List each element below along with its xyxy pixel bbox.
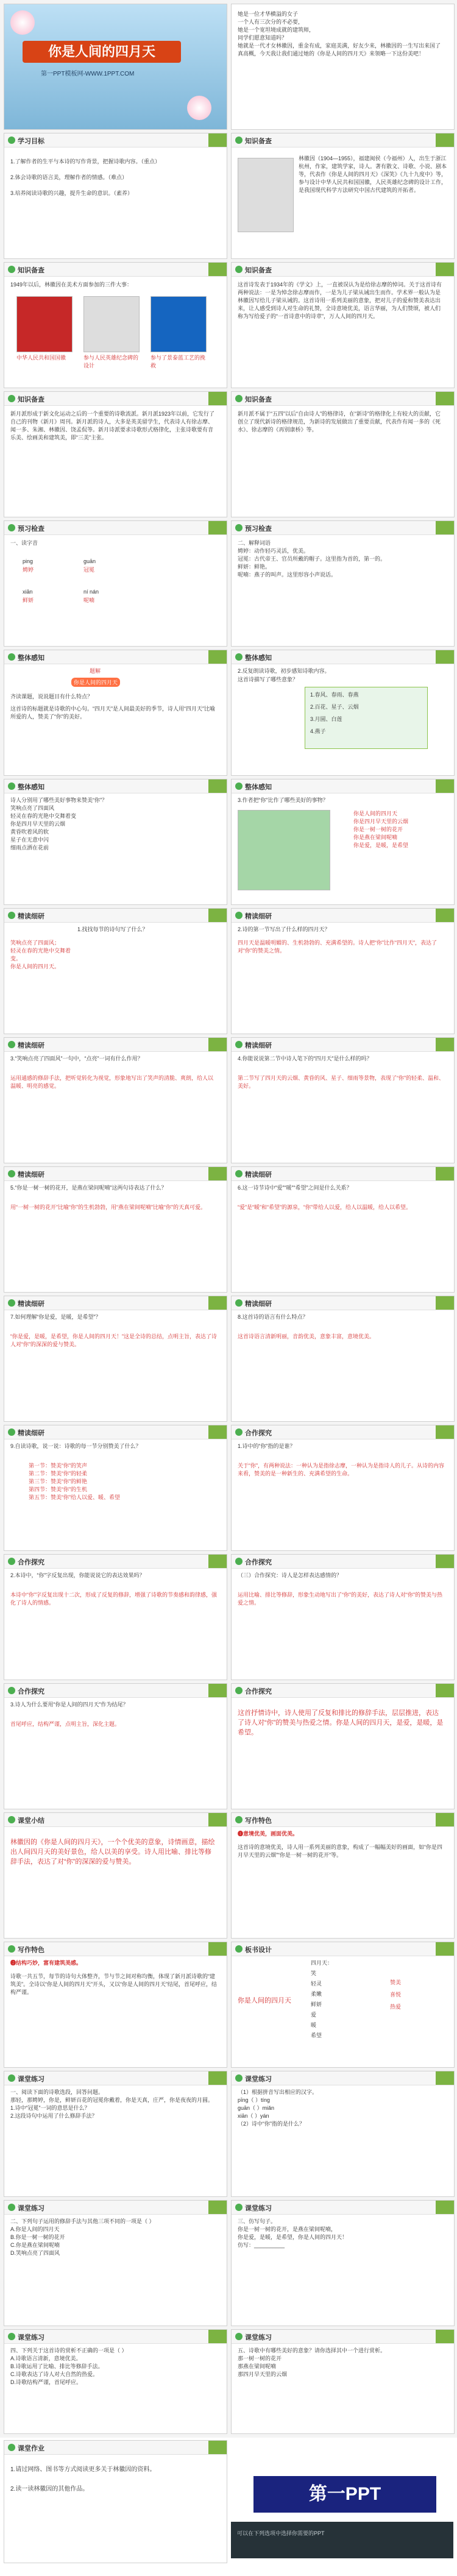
header-accent bbox=[208, 650, 227, 664]
slide-header: 精读细研 bbox=[232, 1167, 454, 1181]
header-accent bbox=[436, 1425, 454, 1439]
slide-header: 精读细研 bbox=[4, 909, 227, 923]
header-accent bbox=[208, 1942, 227, 1956]
header-accent bbox=[208, 1425, 227, 1439]
slide-header: 写作特色 bbox=[232, 1813, 454, 1827]
slide-overview-3[interactable] bbox=[4, 779, 227, 905]
author-portrait bbox=[238, 158, 294, 232]
slide-cover[interactable] bbox=[4, 4, 227, 130]
header-accent bbox=[436, 1296, 454, 1310]
header-accent bbox=[436, 1555, 454, 1568]
section-icon bbox=[8, 653, 15, 661]
section-icon bbox=[8, 1816, 15, 1823]
slide-text: 三、仿写句子。 你是一树一树的花开，是燕在梁间呢喃， 你是爱，是暖，是希望，你是人间的四月天！ 仿写：__________ bbox=[238, 2218, 348, 2248]
cloisonne-image bbox=[151, 296, 207, 352]
slide-reading-5[interactable]: 精读细研 5.“你是一树一树的花开，是燕在梁间呢喃”这两句诗表达了什么？ 用“一树一树的花开”比喻“你”的生机勃勃，用“燕在梁间呢喃”比喻“你”的天真可爱。 bbox=[4, 1166, 227, 1293]
slide-header: 合作探究 bbox=[232, 1684, 454, 1698]
slide-text: 诗人分别用了哪些美好事物来赞美“你”？ 笑响点亮了四面风 轻灵在春的光艳中交舞着变 你是四月早天里的云烟 黄昏吹着风的软 星子在无意中闪 细雨点洒在花前 bbox=[10, 797, 107, 851]
slide-writing-2[interactable]: 写作特色 ❷结构巧妙，富有建筑美感。 诗歌一共五节，每节的诗句大体整齐，节与节之间对称均衡，体现了新月派诗歌的“建筑美”。全诗以“你是人间的四月天”开头，又以“你是人间的四月天”结尾，首尾呼应，结构严谨。 bbox=[4, 1942, 227, 2068]
slide-text: 她是一位才华横溢的女子 一个人有三次分的不必要， 她是一个宽坦境成就的建筑师， 同学们愿意知道吗？ 她就是一代才女林徽因，重金有成，家庭美满，好友少来，林徽因的一生写出来国了真高概，今天我让我们通过她的《你是人间的四月天》来领略一下这份美吧！ bbox=[238, 11, 441, 57]
slide-knowledge-2[interactable] bbox=[231, 262, 455, 388]
header-accent bbox=[208, 1038, 227, 1051]
title-pill: 你是人间的四月天 bbox=[71, 678, 120, 687]
section-icon bbox=[235, 782, 243, 790]
slide-header: 精读细研 bbox=[4, 1296, 227, 1310]
section-icon bbox=[235, 266, 243, 273]
slide-cooperate-2[interactable]: 合作探究 2.本诗中，“你”字反复出现，你能说说它的表达效果吗？ 本诗中“你”字反复出现十二次，形成了反复的修辞，增强了诗歌的节奏感和韵律感，强化了诗人的情感。 bbox=[4, 1554, 227, 1680]
slide-header: 知识备查 bbox=[232, 392, 454, 406]
slide-reading-9[interactable]: 精读细研 9.自读诗歌，说一说：诗歌的每一节分别赞美了什么？ 第一节：赞美“你”的笑声 第二节：赞美“你”的轻柔 第三节：赞美“你”的鲜艳 第四节：赞美“你”的生机 第五节：赞美“你”给人以爱、暖、希望 bbox=[4, 1425, 227, 1551]
slide-text: （1）根据拼音写出相应的汉字。 pīng（ ）tíng guān（ ）miǎn xiān（ ）yán （2）诗中“你”指的是什么？ bbox=[238, 2089, 318, 2127]
slide-header: 学习目标 bbox=[4, 133, 227, 147]
slide-preview-1[interactable]: 预习检查 一、读字音 ping 娉婷 guān 冠冕 xiān 鲜妍 ní nán 呢喃 bbox=[4, 520, 227, 647]
slide-header: 板书设计 bbox=[232, 1942, 454, 1956]
slide-text: 这首诗发表于1934年的《学文》上，一直被误认为是给徐志摩的悼词。关于这首诗有两种说法：一是为悼念徐志摩而作，一是为儿子梁从诫出生而作。学术界一般认为是林徽因写给儿子梁从诫的。这首诗用一系列美丽的意象，把对儿子的爱和赞美表达出来，让人感受到诗人对生命的礼赞，全诗意境优美，语言华丽，为人们赞颂，被人们称为写给爱子的“一首诗意中的诗章”，万人人间的四月天。 bbox=[238, 282, 442, 319]
slide-text: 新月派形成于新文化运动之后的一个重要的诗歌流派。新月派1923年以前，它发行了自己的刊物《新月》周刊。新月派的诗人，大多是英美留学生，代表诗人有徐志摩、闻一多、朱湘、林徽因、饶孟侃等。新月诗派要求诗歌形式格律化，主张诗歌要有音乐美、绘画美和建筑美，即“三美”主张。 bbox=[10, 411, 215, 441]
slide-header: 知识备查 bbox=[232, 133, 454, 147]
slide-cooperate-4[interactable]: 合作探究 3.诗人为什么要用“你是人间的四月天”作为结尾？ 首尾呼应，结构严谨，点明主旨，深化主题。 bbox=[4, 1683, 227, 1809]
header-accent bbox=[208, 1813, 227, 1826]
slide-header: 精读细研 bbox=[4, 1167, 227, 1181]
section-icon bbox=[235, 2074, 243, 2082]
section-icon bbox=[8, 1299, 15, 1307]
header-accent bbox=[208, 2330, 227, 2343]
slide-reading-1[interactable]: 精读细研 1.找找每节的诗句写了什么？ 笑响点亮了四面风； 轻灵在春的光艳中交舞着变。 你是人间的四月天。 bbox=[4, 908, 227, 1034]
slide-cooperate-5[interactable]: 合作探究 这首抒情诗中，诗人使用了反复和排比的修辞手法，层层推进，表达了诗人对“你”的赞美与热爱之情。你是人间的四月天，是爱，是暖，是希望。 bbox=[231, 1683, 455, 1809]
slide-header: 精读细研 bbox=[4, 1038, 227, 1052]
header-accent bbox=[436, 2071, 454, 2085]
section-icon bbox=[235, 1687, 243, 1694]
slide-header: 合作探究 bbox=[232, 1555, 454, 1569]
slide-board[interactable]: 板书设计 你是人间的四月天 四月天： 笑 轻灵 柔嫩 鲜妍 爱 暖 希望 赞美 喜悦 热爱 bbox=[231, 1942, 455, 2068]
slide-overview-4[interactable]: 整体感知 3.作者把“你”比作了哪些美好的事物？ 你是人间的四月天 你是四月早天里的云烟 你是一树一树的花开 你是燕在梁间呢喃 你是爱，是暖，是希望 bbox=[231, 779, 455, 905]
slide-header: 整体感知 bbox=[4, 779, 227, 793]
slide-reading-3[interactable]: 精读细研 3.“笑响点亮了四面风”一句中，“点亮”一词有什么作用？ 运用通感的修辞手法，把听觉转化为视觉，形象地写出了笑声的清脆、爽朗，给人以温暖、明亮的感觉。 bbox=[4, 1037, 227, 1163]
header-accent bbox=[208, 779, 227, 793]
slide-header: 整体感知 bbox=[232, 779, 454, 793]
slide-header: 合作探究 bbox=[4, 1684, 227, 1698]
slide-text: 林徽因（1904—1955），福建闽侯（今福州）人，出生于浙江杭州，作家，建筑学家，诗人。著有散文、诗歌、小说、剧本等，代表作《你是人间的四月天》《深笑》《九十九度中》等，参与设计中华人民共和国国徽，人民英雄纪念碑的设计工作，是我国现代科学方法研究中国古代建筑的开拓者。 bbox=[299, 155, 447, 193]
slide-text: 二、解释词语 娉婷：动作轻巧灵活，优美。 冠冕：古代帝王、官员所戴的帽子。这里指为首的，第一的。 鲜妍：鲜艳。 呢喃：燕子的叫声。这里形容小声说话。 bbox=[238, 540, 386, 578]
brand-bar bbox=[231, 2522, 453, 2558]
sprout-image bbox=[238, 810, 330, 890]
slide-knowledge-4[interactable] bbox=[231, 391, 455, 517]
brand-bar-text: 可以在下列选项中选择你需要的PPT bbox=[237, 2530, 325, 2536]
slide-header: 合作探究 bbox=[4, 1555, 227, 1569]
section-icon bbox=[8, 2074, 15, 2082]
section-icon bbox=[8, 137, 15, 144]
section-icon bbox=[8, 782, 15, 790]
header-accent bbox=[436, 650, 454, 664]
blossom-decoration bbox=[10, 10, 35, 35]
slide-text: 1.了解作者的生平与本诗的写作背景，把握诗歌内容。（重点） 2.体会诗歌的语言美，理解作者的情感。（难点） 3.培养阅读诗歌的兴趣，提升生命的意识。（素养） bbox=[10, 158, 161, 196]
header-accent bbox=[208, 1555, 227, 1568]
header-accent bbox=[208, 263, 227, 276]
slide-header: 课堂小结 bbox=[4, 1813, 227, 1827]
section-icon bbox=[8, 1428, 15, 1436]
slide-preview-2[interactable] bbox=[231, 520, 455, 647]
slide-header: 预习检查 bbox=[232, 521, 454, 535]
section-icon bbox=[8, 2333, 15, 2340]
section-icon bbox=[235, 912, 243, 919]
slide-header: 写作特色 bbox=[4, 1942, 227, 1956]
slide-intro[interactable] bbox=[231, 4, 455, 130]
header-accent bbox=[436, 133, 454, 147]
header-accent bbox=[208, 2201, 227, 2214]
brand-logo[interactable]: 第一PPT bbox=[253, 2476, 436, 2513]
cover-title: 你是人间的四月天 bbox=[23, 41, 181, 63]
slide-text: 二、下列句子运用的修辞手法与其他三项不同的一项是（ ） A.你是人间的四月天 B.你是一树一树的花开 C.你是燕在梁间呢喃 D.笑响点亮了四面风 bbox=[10, 2218, 155, 2256]
section-icon bbox=[8, 1041, 15, 1048]
header-accent bbox=[208, 133, 227, 147]
section-icon bbox=[235, 524, 243, 531]
header-accent bbox=[436, 392, 454, 405]
section-icon bbox=[235, 653, 243, 661]
header-accent bbox=[436, 909, 454, 922]
slide-exercise-3[interactable] bbox=[4, 2200, 227, 2326]
header-accent bbox=[436, 2201, 454, 2214]
slide-header: 整体感知 bbox=[232, 650, 454, 664]
slide-exercise-5[interactable] bbox=[4, 2329, 227, 2434]
slide-knowledge-1[interactable]: 知识备查 1949年以后，林徽因在美术方面参加的三件大事： 中华人民共和国国徽 参与人民英雄纪念碑的设计 参与了景泰蓝工艺的挽救 bbox=[4, 262, 227, 388]
header-accent bbox=[208, 392, 227, 405]
cover-subtitle: 第一PPT模板网-WWW.1PPT.COM bbox=[41, 71, 135, 77]
section-icon bbox=[235, 2204, 243, 2211]
section-icon bbox=[235, 1299, 243, 1307]
section-icon bbox=[235, 137, 243, 144]
slide-header: 精读细研 bbox=[232, 909, 454, 923]
slide-author[interactable] bbox=[231, 133, 455, 259]
section-icon bbox=[8, 912, 15, 919]
section-icon bbox=[8, 2444, 15, 2451]
section-icon bbox=[8, 1170, 15, 1177]
slide-text: 1949年以后，林徽因在美术方面参加的三件大事： bbox=[10, 282, 133, 288]
slide-header: 课堂练习 bbox=[232, 2201, 454, 2215]
slide-reading-8[interactable]: 精读细研 8.这首诗的语言有什么特点？ 这首诗语言清新明丽，音韵优美，意象丰富，意境优美。 bbox=[231, 1296, 455, 1422]
header-accent bbox=[208, 1167, 227, 1180]
answer-box: 1.春风、春雨、春燕 2.百花、星子、云烟 3.月圆、白莲 4.燕子 bbox=[305, 687, 428, 749]
section-icon bbox=[8, 266, 15, 273]
slide-header: 课堂练习 bbox=[4, 2201, 227, 2215]
slide-header: 合作探究 bbox=[232, 1425, 454, 1439]
slide-goals[interactable] bbox=[4, 133, 227, 259]
slide-header: 知识备查 bbox=[4, 263, 227, 277]
slide-text: 四、下列关于这首诗的赏析不正确的一项是（ ） A.诗歌语言清新，意境优美。 B.诗歌运用了比喻、排比等修辞手法。 C.诗歌表达了诗人对大自然的热爱。 D.诗歌结构严谨，首尾呼应。 bbox=[10, 2347, 127, 2385]
slide-reading-4[interactable]: 精读细研 4.你能说说第二节中诗人笔下的“四月天”是什么样的吗？ 第二节写了四月天的云烟、黄昏的风、星子、细雨等景物，表现了“你”的轻柔、温和、美好。 bbox=[231, 1037, 455, 1163]
header-accent bbox=[436, 1942, 454, 1956]
slide-header: 知识备查 bbox=[232, 263, 454, 277]
header-accent bbox=[436, 1167, 454, 1180]
slide-header: 课堂作业 bbox=[4, 2441, 227, 2455]
slide-header: 精读细研 bbox=[232, 1296, 454, 1310]
section-icon bbox=[235, 1041, 243, 1048]
slide-header: 课堂练习 bbox=[232, 2330, 454, 2344]
section-icon bbox=[8, 524, 15, 531]
slide-knowledge-3[interactable] bbox=[4, 391, 227, 517]
emblem-image bbox=[16, 296, 73, 352]
header-accent bbox=[436, 1813, 454, 1826]
section-icon bbox=[8, 2204, 15, 2211]
slide-text: 1.请过网络、图书等方式阅读更多关于林徽因的资料。 2.读一读林徽因的其他作品。 bbox=[10, 2466, 156, 2493]
section-icon bbox=[235, 1945, 243, 1953]
slide-text: 五、诗歌中有哪些美好的意象？请你选择其中一个进行赏析。 那一树一树的花开 那燕在梁间呢喃 那四月早天里的云烟 bbox=[238, 2347, 386, 2377]
slide-header: 预习检查 bbox=[4, 521, 227, 535]
slide-exercise-1[interactable] bbox=[4, 2071, 227, 2197]
slide-cooperate-1[interactable]: 合作探究 1.诗中的“你”指的是谁？ 关于“你”，有两种说法：一种认为是指徐志摩，一种认为是指诗人的儿子。从诗的内容来看，赞美的是一种新生的、充满希望的生命。 bbox=[231, 1425, 455, 1551]
header-accent bbox=[436, 1038, 454, 1051]
header-accent bbox=[208, 1296, 227, 1310]
slide-header: 课堂练习 bbox=[4, 2071, 227, 2085]
slide-header: 课堂练习 bbox=[4, 2330, 227, 2344]
slide-exercise-2[interactable] bbox=[231, 2071, 455, 2197]
header-accent bbox=[208, 2071, 227, 2085]
slide-header: 精读细研 bbox=[4, 1425, 227, 1439]
slide-overview-2[interactable]: 整体感知 2.反复朗读诗歌，初步感知诗歌内容。 这首诗描写了哪些意象？ 1.春风、春雨、春燕 2.百花、星子、云烟 3.月圆、白莲 4.燕子 bbox=[231, 650, 455, 776]
slide-overview-1[interactable]: 整体感知 题解 你是人间的四月天 齐读课题，说说题目有什么特点？ 这首诗的标题就是诗歌的中心句。“四月天”是人间最美好的季节，诗人用“四月天”比喻所爱的人，赞美了“你”的美好。 bbox=[4, 650, 227, 776]
header-accent bbox=[436, 521, 454, 534]
slide-exercise-4[interactable] bbox=[231, 2200, 455, 2326]
header-accent bbox=[436, 779, 454, 793]
section-icon bbox=[235, 1170, 243, 1177]
slide-reading-6[interactable]: 精读细研 6.这一诗节诗中“爱”“暖”“希望”之间是什么关系？ “爱”是“暖”和“希望”的源泉，“你”带给人以爱，给人以温暖，给人以希望。 bbox=[231, 1166, 455, 1293]
section-icon bbox=[8, 395, 15, 402]
section-icon bbox=[235, 395, 243, 402]
slide-exercise-6[interactable] bbox=[231, 2329, 455, 2434]
slide-header: 知识备查 bbox=[4, 392, 227, 406]
header-accent bbox=[208, 909, 227, 922]
section-icon bbox=[235, 1816, 243, 1823]
section-icon bbox=[235, 2333, 243, 2340]
slide-header: 课堂练习 bbox=[232, 2071, 454, 2085]
header-accent bbox=[208, 1684, 227, 1697]
slide-summary[interactable]: 课堂小结 林徽因的《你是人间的四月天》，一个个优美的意象，诗情画意，描绘出人间四月天的美好景色，给人以美的享受。诗人用比喻、排比等修辞手法，表达了对“你”的深深的爱与赞美。 bbox=[4, 1812, 227, 1939]
slide-text: 一、阅读下面的诗歌选段，回答问题。 那轻，那娉婷，你是，鲜妍百花的冠冕你戴着，你是天真，庄严，你是夜夜的月圆。 1.诗中“冠冕”一词的意思是什么？ 2.这段诗句中运用了什么修辞手法？ bbox=[10, 2089, 214, 2119]
section-icon bbox=[8, 1558, 15, 1565]
blossom-decoration bbox=[187, 96, 211, 120]
section-icon bbox=[8, 1945, 15, 1953]
header-accent bbox=[208, 2441, 227, 2454]
slide-header: 整体感知 bbox=[4, 650, 227, 664]
section-icon bbox=[8, 1687, 15, 1694]
slide-reading-7[interactable]: 精读细研 7.如何理解“你是爱，是暖，是希望”？ “你是爱，是暖，是希望，你是人间的四月天！”这是全诗的总结，点明主旨，表达了诗人对“你”的深深的爱与赞美。 bbox=[4, 1296, 227, 1422]
header-accent bbox=[436, 263, 454, 276]
monument-image bbox=[83, 296, 140, 352]
section-icon bbox=[235, 1558, 243, 1565]
slide-text: 你是人间的四月天 你是四月早天里的云烟 你是一树一树的花开 你是燕在梁间呢喃 你是爱，是暖，是希望 bbox=[353, 811, 409, 848]
slide-text: 新月派不属于“五四”以后“自由诗人”的格律诗，在“新诗”的格律化上有较大的贡献，它创立了现代新诗的格律规范，为新诗的发展做出了重要贡献，代表作有闻一多的《死水》、徐志摩的《再别康桥》等。 bbox=[238, 411, 441, 433]
slide-writing-1[interactable]: 写作特色 ❶意境优美，画面优美。 这首诗的意境优美，诗人用一系列美丽的意象，构成了一幅幅美好的画面，如“你是四月早天里的云烟”“你是一树一树的花开”等。 bbox=[231, 1812, 455, 1939]
header-accent bbox=[436, 1684, 454, 1697]
header-accent bbox=[436, 2330, 454, 2343]
section-icon bbox=[235, 1428, 243, 1436]
slide-homework[interactable] bbox=[4, 2440, 227, 2563]
slide-cooperate-3[interactable]: 合作探究 （三）合作探究：诗人是怎样表达感情的？ 运用比喻、排比等修辞，形象生动地写出了“你”的美好，表达了诗人对“你”的赞美与热爱之情。 bbox=[231, 1554, 455, 1680]
slide-reading-2[interactable]: 精读细研 2.诗的第一节写出了什么样的四月天？ 四月天是温暖明媚的、生机勃勃的、充满希望的。诗人把“你”比作“四月天”，表达了对“你”的赞美之情。 bbox=[231, 908, 455, 1034]
header-accent bbox=[208, 521, 227, 534]
slide-header: 精读细研 bbox=[232, 1038, 454, 1052]
